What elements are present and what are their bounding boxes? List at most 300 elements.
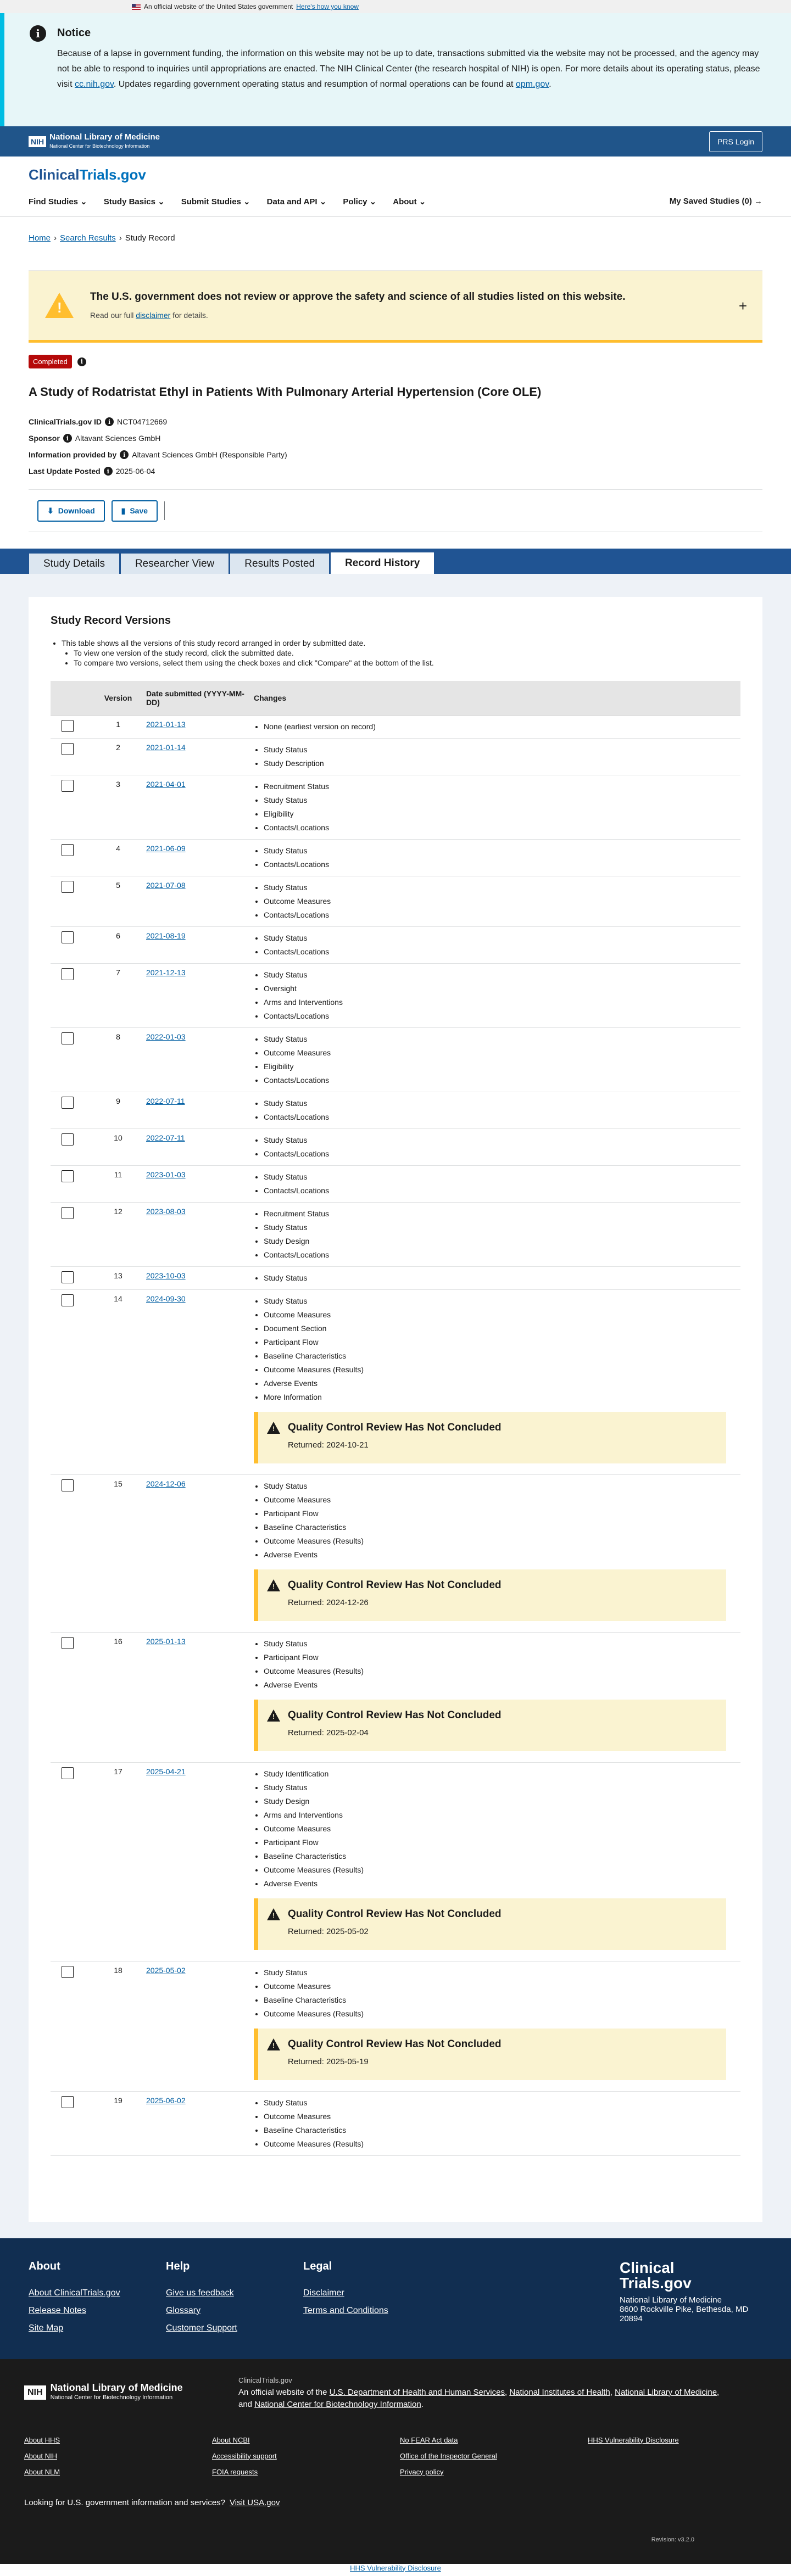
date-cell: [142, 715, 249, 738]
select-cell: [51, 876, 94, 926]
version-checkbox[interactable]: [62, 1479, 74, 1491]
change-item: • Participant Flow: [264, 1507, 736, 1521]
empty-cell: [588, 2468, 776, 2476]
last-update-row: [29, 463, 762, 479]
breadcrumb-separator: ›: [54, 233, 57, 243]
study-meta: [29, 413, 762, 479]
nav-item[interactable]: Submit Studies ⌄: [181, 197, 250, 206]
version-checkbox[interactable]: [62, 1637, 74, 1649]
warning-icon: !: [267, 1422, 280, 1434]
version-date-link[interactable]: 2024-09-30: [146, 1294, 186, 1303]
change-item: • Study Status: [264, 968, 736, 982]
version-date-link[interactable]: 2025-04-21: [146, 1767, 186, 1776]
footer-link[interactable]: Customer Support: [166, 2323, 237, 2333]
changes-list: [254, 931, 736, 959]
official-text: and: [238, 2399, 255, 2409]
version-date-link[interactable]: 2021-07-08: [146, 880, 186, 890]
ncbi-subtitle: National Center for Biotechnology Information: [50, 2394, 173, 2401]
version-number: 1: [94, 715, 142, 738]
nih-link[interactable]: National Institutes of Health: [509, 2387, 610, 2397]
change-item: • Contacts/Locations: [264, 821, 736, 835]
change-item: • Contacts/Locations: [264, 1184, 736, 1198]
version-checkbox[interactable]: [62, 931, 74, 943]
version-checkbox[interactable]: [62, 881, 74, 893]
version-checkbox[interactable]: [62, 844, 74, 856]
ct-label: ClinicalTrials.gov: [238, 2376, 292, 2384]
date-cell: [142, 963, 249, 1027]
main-nav: [29, 197, 762, 206]
expand-plus-icon[interactable]: +: [738, 298, 747, 314]
version-date-link[interactable]: 2022-07-11: [146, 1133, 185, 1142]
breadcrumb: [0, 217, 791, 248]
warning-icon: !: [267, 1908, 280, 1920]
intro-item: • This table shows all the versions of this study record arranged in order by submitted date.: [62, 638, 740, 648]
change-item: • Document Section: [264, 1322, 736, 1336]
date-cell: [142, 1027, 249, 1092]
change-item: • Recruitment Status: [264, 1207, 736, 1221]
info-icon[interactable]: i: [63, 434, 72, 443]
version-checkbox[interactable]: [62, 1271, 74, 1283]
intro-item: • To compare two versions, select them using the check boxes and click "Compare" at the bottom of the list.: [74, 658, 740, 668]
footer-link[interactable]: Site Map: [29, 2323, 64, 2333]
version-date-link[interactable]: 2021-06-09: [146, 843, 186, 853]
date-cell: [142, 775, 249, 839]
notice-title: Notice: [57, 27, 91, 39]
qc-returned-date: 2024-12-26: [326, 1597, 369, 1607]
changes-cell: [249, 1128, 740, 1165]
version-date-link[interactable]: 2025-01-13: [146, 1636, 186, 1646]
nav-item[interactable]: Data and API ⌄: [266, 197, 327, 206]
version-checkbox[interactable]: [62, 1966, 74, 1978]
nav-item[interactable]: Policy ⌄: [343, 197, 377, 206]
info-icon[interactable]: i: [120, 450, 129, 459]
warning-icon: !: [267, 1579, 280, 1591]
version-number: 11: [94, 1165, 142, 1202]
version-number: 4: [94, 839, 142, 876]
header-changes: Changes: [249, 681, 740, 715]
version-checkbox[interactable]: [62, 1767, 74, 1779]
official-website-text: ClinicalTrials.gov An official website of the U.S. Department of Health and Human Services, National Institutes of Health, National Library of Medicine, and National Center for Biotechnology Information.: [238, 2374, 719, 2411]
qc-returned-label: Returned:: [288, 2057, 327, 2066]
qc-returned-date: 2025-05-19: [326, 2057, 369, 2066]
study-actions: [29, 489, 762, 532]
version-date-link[interactable]: 2021-12-13: [146, 968, 186, 977]
date-cell: [142, 738, 249, 775]
qc-returned: [267, 1440, 717, 1450]
nlm-name-text: National Library of Medicine: [50, 2382, 183, 2393]
change-item: • Outcome Measures (Results): [264, 1664, 736, 1678]
footer-heading: Legal: [303, 2260, 332, 2272]
table-row: [51, 738, 740, 775]
change-item: • Participant Flow: [264, 1836, 736, 1849]
change-item: • None (earliest version on record): [264, 720, 736, 734]
warning-icon: !: [267, 2038, 280, 2050]
tab-study-details[interactable]: Study Details: [29, 553, 120, 574]
date-cell: [142, 2091, 249, 2155]
bottom-link-bar: [0, 2564, 791, 2576]
main-nav-menu: [29, 197, 426, 206]
nlm-footer-links: [24, 2436, 767, 2476]
change-item: • Contacts/Locations: [264, 1147, 736, 1161]
site-footer: [0, 2238, 791, 2359]
nlm-name-text: National Library of Medicine: [49, 132, 160, 142]
date-cell: [142, 1474, 249, 1632]
nlm-footer-link[interactable]: About NCBI: [212, 2435, 250, 2444]
version-date-link[interactable]: 2021-08-19: [146, 931, 186, 940]
version-checkbox[interactable]: [62, 720, 74, 732]
qc-title-text: Quality Control Review Has Not Concluded: [288, 1421, 502, 1433]
change-item: • Outcome Measures: [264, 1980, 736, 1993]
changes-cell: [249, 1266, 740, 1289]
version-number: 6: [94, 926, 142, 963]
divider: [164, 501, 165, 520]
version-checkbox[interactable]: [62, 1133, 74, 1145]
change-item: • Contacts/Locations: [264, 945, 736, 959]
nlm-footer-link[interactable]: Accessibility support: [212, 2451, 277, 2460]
changes-list: [254, 780, 736, 835]
change-item: • Baseline Characteristics: [264, 1349, 736, 1363]
change-item: • Adverse Events: [264, 1377, 736, 1390]
footer-link[interactable]: Release Notes: [29, 2305, 86, 2315]
warning-icon: !: [45, 293, 74, 318]
select-cell: [51, 963, 94, 1027]
changes-cell: [249, 738, 740, 775]
date-cell: [142, 1266, 249, 1289]
hhs-link[interactable]: U.S. Department of Health and Human Services: [329, 2387, 505, 2397]
change-item: • Baseline Characteristics: [264, 2124, 736, 2137]
change-item: • Baseline Characteristics: [264, 1993, 736, 2007]
usa-gov-text: Looking for U.S. government information and services?: [24, 2497, 226, 2507]
version-number: 8: [94, 1027, 142, 1092]
site-header: [0, 157, 791, 217]
notice-text: .: [549, 80, 552, 89]
version-date-link[interactable]: 2024-12-06: [146, 1479, 186, 1488]
footer-link[interactable]: Terms and Conditions: [303, 2305, 388, 2315]
changes-cell: [249, 715, 740, 738]
table-row: [51, 1128, 740, 1165]
version-checkbox[interactable]: [62, 2096, 74, 2108]
changes-list: [254, 968, 736, 1023]
status-info-icon[interactable]: i: [77, 357, 86, 366]
breadcrumb-home[interactable]: Home: [29, 233, 51, 243]
change-item: • Arms and Interventions: [264, 996, 736, 1009]
qc-alert: [254, 1898, 726, 1950]
change-item: • Baseline Characteristics: [264, 1521, 736, 1534]
select-cell: [51, 1289, 94, 1474]
select-cell: [51, 926, 94, 963]
sponsor-value: Altavant Sciences GmbH: [75, 434, 161, 443]
select-cell: [51, 1474, 94, 1632]
change-item: • Study Status: [264, 1032, 736, 1046]
qc-returned: [267, 1728, 717, 1737]
qc-title: [267, 2038, 717, 2050]
date-cell: [142, 1289, 249, 1474]
qc-returned-date: 2025-05-02: [326, 1926, 369, 1936]
tab-results-posted[interactable]: Results Posted: [230, 553, 330, 574]
changes-cell: [249, 1762, 740, 1961]
qc-title-text: Quality Control Review Has Not Concluded: [288, 1709, 502, 1721]
qc-alert: [254, 1569, 726, 1621]
footer-link[interactable]: Glossary: [166, 2305, 201, 2315]
date-cell: [142, 926, 249, 963]
usa-gov-row: [24, 2498, 767, 2507]
cc-nih-link[interactable]: cc.nih.gov: [75, 80, 114, 89]
version-number: 14: [94, 1289, 142, 1474]
version-checkbox[interactable]: [62, 1207, 74, 1219]
notice-body: [57, 46, 765, 92]
qc-returned-date: 2025-02-04: [326, 1728, 369, 1737]
funding-notice: [0, 13, 791, 126]
usa-gov-link[interactable]: Visit USA.gov: [230, 2497, 280, 2507]
change-item: • Study Status: [264, 881, 736, 895]
version-date-link[interactable]: 2025-05-02: [146, 1965, 186, 1975]
header-select: [51, 681, 94, 715]
version-date-link[interactable]: 2025-06-02: [146, 2096, 186, 2105]
nav-item[interactable]: About ⌄: [393, 197, 426, 206]
version-checkbox[interactable]: [62, 1170, 74, 1182]
download-button[interactable]: [37, 500, 105, 522]
saved-studies-link[interactable]: My Saved Studies (0) →: [669, 197, 762, 206]
changes-cell: [249, 839, 740, 876]
address-line: National Library of Medicine: [620, 2295, 722, 2305]
change-item: • Arms and Interventions: [264, 1808, 736, 1822]
changes-cell: [249, 1202, 740, 1266]
version-date-link[interactable]: 2021-01-13: [146, 719, 186, 729]
version-date-link[interactable]: 2023-01-03: [146, 1170, 186, 1179]
version-date-link[interactable]: 2023-10-03: [146, 1271, 186, 1280]
version-checkbox[interactable]: [62, 743, 74, 755]
vulnerability-disclosure-link[interactable]: HHS Vulnerability Disclosure: [350, 2563, 441, 2572]
version-checkbox[interactable]: [62, 1097, 74, 1109]
changes-list: [254, 1767, 736, 1891]
change-item: • Oversight: [264, 982, 736, 996]
footer-about: [29, 2260, 166, 2359]
provided-by-value: Altavant Sciences GmbH (Responsible Party): [132, 450, 287, 459]
table-row: [51, 1474, 740, 1632]
prs-login-button[interactable]: PRS Login: [709, 131, 762, 152]
empty-cell: [588, 2452, 776, 2460]
version-date-link[interactable]: 2022-01-03: [146, 1032, 186, 1041]
footer-help: [166, 2260, 303, 2359]
select-cell: [51, 1202, 94, 1266]
version-number: 15: [94, 1474, 142, 1632]
change-item: • Study Status: [264, 794, 736, 807]
change-item: • Recruitment Status: [264, 780, 736, 794]
version-number: 9: [94, 1092, 142, 1128]
info-icon[interactable]: i: [104, 467, 113, 476]
version-date-link[interactable]: 2023-08-03: [146, 1206, 186, 1216]
tab-researcher-view[interactable]: Researcher View: [120, 553, 229, 574]
last-update-value: 2025-06-04: [115, 467, 155, 476]
opm-link[interactable]: opm.gov: [515, 80, 549, 89]
select-cell: [51, 1266, 94, 1289]
change-item: • Study Description: [264, 757, 736, 770]
qc-returned-label: Returned:: [288, 1440, 327, 1450]
nav-item[interactable]: Find Studies ⌄: [29, 197, 87, 206]
table-row: [51, 2091, 740, 2155]
table-row: [51, 839, 740, 876]
sponsor-row: [29, 430, 762, 446]
date-cell: [142, 1632, 249, 1762]
version-checkbox[interactable]: [62, 1294, 74, 1306]
nlm-name: [49, 133, 160, 150]
notice-text: Because of a lapse in government funding, the information on this website may not be up to date, transactions submitted via the website may not be processed, and the agency may not be able to respond to inquiries until appropriations are enacted. The NIH Clinical Center (the research hospital of NIH) is open. For more details about its operating status, please visit: [57, 49, 760, 89]
qc-title-text: Quality Control Review Has Not Concluded: [288, 1579, 502, 1591]
table-row: [51, 1092, 740, 1128]
intro-subgroup: [62, 648, 740, 668]
qc-title: [267, 1422, 717, 1434]
qc-title: [267, 1908, 717, 1920]
disclaimer-text-part: for details.: [170, 311, 208, 320]
qc-returned: [267, 1598, 717, 1607]
changes-list: [254, 1207, 736, 1262]
change-item: • Study Status: [264, 1966, 736, 1980]
select-cell: [51, 2091, 94, 2155]
qc-title-text: Quality Control Review Has Not Concluded: [288, 1908, 502, 1920]
nlm-footer-link[interactable]: About HHS: [24, 2435, 60, 2444]
nlm-footer-link[interactable]: HHS Vulnerability Disclosure: [588, 2435, 679, 2444]
site-logo-part: Trials.gov: [79, 166, 146, 183]
table-row: [51, 1165, 740, 1202]
save-button[interactable]: [112, 500, 158, 522]
change-item: • Study Identification: [264, 1767, 736, 1781]
changes-list: [254, 743, 736, 770]
change-item: • Outcome Measures (Results): [264, 1534, 736, 1548]
status-badge: Completed: [29, 355, 72, 368]
select-cell: [51, 1128, 94, 1165]
table-row: [51, 1027, 740, 1092]
qc-title: [267, 1579, 717, 1591]
footer-logo[interactable]: [620, 2260, 762, 2291]
nlm-name: [51, 2383, 183, 2402]
header-version: Version: [94, 681, 142, 715]
changes-cell: [249, 1165, 740, 1202]
versions-intro: [51, 638, 740, 668]
record-history-section: [0, 574, 791, 2238]
version-checkbox[interactable]: [62, 968, 74, 980]
nlm-footer-link[interactable]: About NIH: [24, 2451, 57, 2460]
study-title: A Study of Rodatristat Ethyl in Patients With Pulmonary Arterial Hypertension (Core OLE): [29, 385, 542, 399]
download-label: Download: [58, 506, 95, 515]
footer-link[interactable]: Give us feedback: [166, 2288, 234, 2298]
version-date-link[interactable]: 2021-01-14: [146, 742, 186, 752]
record-tabs: [0, 549, 791, 574]
disclaimer-alert: [29, 270, 762, 343]
nct-id-row: [29, 413, 762, 430]
nav-item[interactable]: Study Basics ⌄: [103, 197, 165, 206]
date-cell: [142, 839, 249, 876]
nlm-footer-logo[interactable]: [24, 2374, 222, 2411]
changes-cell: [249, 876, 740, 926]
change-item: • Baseline Characteristics: [264, 1849, 736, 1863]
changes-cell: [249, 1632, 740, 1762]
provided-by-label: Information provided by: [29, 450, 117, 459]
version-number: 18: [94, 1961, 142, 2091]
heres-how-link[interactable]: Here's how you know: [296, 3, 359, 10]
date-cell: [142, 876, 249, 926]
footer-logo-part: Clinical: [620, 2259, 675, 2276]
changes-cell: [249, 963, 740, 1027]
nlm-footer-link[interactable]: About NLM: [24, 2467, 60, 2476]
change-item: • Study Design: [264, 1234, 736, 1248]
nlm-footer: [0, 2359, 791, 2564]
changes-list: [254, 720, 736, 734]
change-item: • Contacts/Locations: [264, 1074, 736, 1087]
info-icon[interactable]: i: [105, 417, 114, 426]
qc-alert: [254, 1412, 726, 1463]
disclaimer-link[interactable]: disclaimer: [136, 311, 171, 320]
nct-id-label: ClinicalTrials.gov ID: [29, 417, 102, 426]
date-cell: [142, 1165, 249, 1202]
version-date-link[interactable]: 2021-04-01: [146, 779, 186, 789]
change-item: • Outcome Measures (Results): [264, 1863, 736, 1877]
version-date-link[interactable]: 2022-07-11: [146, 1096, 185, 1105]
version-checkbox[interactable]: [62, 780, 74, 792]
disclaimer-title: The U.S. government does not review or approve the safety and science of all studies listed on this website.: [90, 291, 626, 303]
version-number: 5: [94, 876, 142, 926]
header-date: Date submitted (YYYY-MM-DD): [142, 681, 249, 715]
change-item: • Outcome Measures: [264, 1493, 736, 1507]
version-number: 7: [94, 963, 142, 1027]
version-number: 12: [94, 1202, 142, 1266]
changes-list: [254, 1032, 736, 1087]
qc-returned-date: 2024-10-21: [326, 1440, 369, 1450]
table-row: [51, 1762, 740, 1961]
change-item: • Outcome Measures: [264, 1046, 736, 1060]
tab-record-history[interactable]: Record History: [330, 552, 435, 574]
select-cell: [51, 775, 94, 839]
version-checkbox[interactable]: [62, 1032, 74, 1044]
nih-header: [0, 126, 791, 157]
change-item: • Study Status: [264, 743, 736, 757]
date-cell: [142, 1092, 249, 1128]
changes-cell: [249, 1474, 740, 1632]
change-item: • Adverse Events: [264, 1678, 736, 1692]
nlm-footer-link[interactable]: Office of the Inspector General: [400, 2451, 497, 2460]
breadcrumb-search-results[interactable]: Search Results: [60, 233, 116, 243]
change-item: • Study Status: [264, 1479, 736, 1493]
nlm-footer-link[interactable]: No FEAR Act data: [400, 2435, 458, 2444]
date-cell: [142, 1762, 249, 1961]
qc-returned-label: Returned:: [288, 1597, 327, 1607]
qc-alert: [254, 2029, 726, 2080]
nlm-footer-link[interactable]: Privacy policy: [400, 2467, 444, 2476]
ncbi-link[interactable]: National Center for Biotechnology Information: [254, 2399, 421, 2409]
change-item: • Contacts/Locations: [264, 1110, 736, 1124]
changes-list: [254, 1097, 736, 1124]
change-item: • Contacts/Locations: [264, 858, 736, 871]
save-label: Save: [130, 506, 148, 515]
change-item: • Eligibility: [264, 807, 736, 821]
footer-address: [620, 2295, 762, 2323]
table-row: [51, 1202, 740, 1266]
nlm-footer-link[interactable]: FOIA requests: [212, 2467, 258, 2476]
footer-heading: Help: [166, 2260, 190, 2272]
change-item: • Study Status: [264, 2096, 736, 2110]
versions-title: Study Record Versions: [51, 614, 171, 627]
change-item: • Outcome Measures (Results): [264, 2137, 736, 2151]
nih-logo-box: NIH: [29, 136, 46, 147]
nlm-link[interactable]: National Library of Medicine: [615, 2387, 717, 2397]
site-logo[interactable]: [29, 157, 762, 183]
nlm-logo[interactable]: [29, 133, 160, 150]
footer-link[interactable]: About ClinicalTrials.gov: [29, 2288, 120, 2298]
changes-cell: [249, 1092, 740, 1128]
version-number: 2: [94, 738, 142, 775]
changes-list: [254, 2096, 736, 2151]
change-item: • Participant Flow: [264, 1651, 736, 1664]
footer-link[interactable]: Disclaimer: [303, 2288, 344, 2298]
